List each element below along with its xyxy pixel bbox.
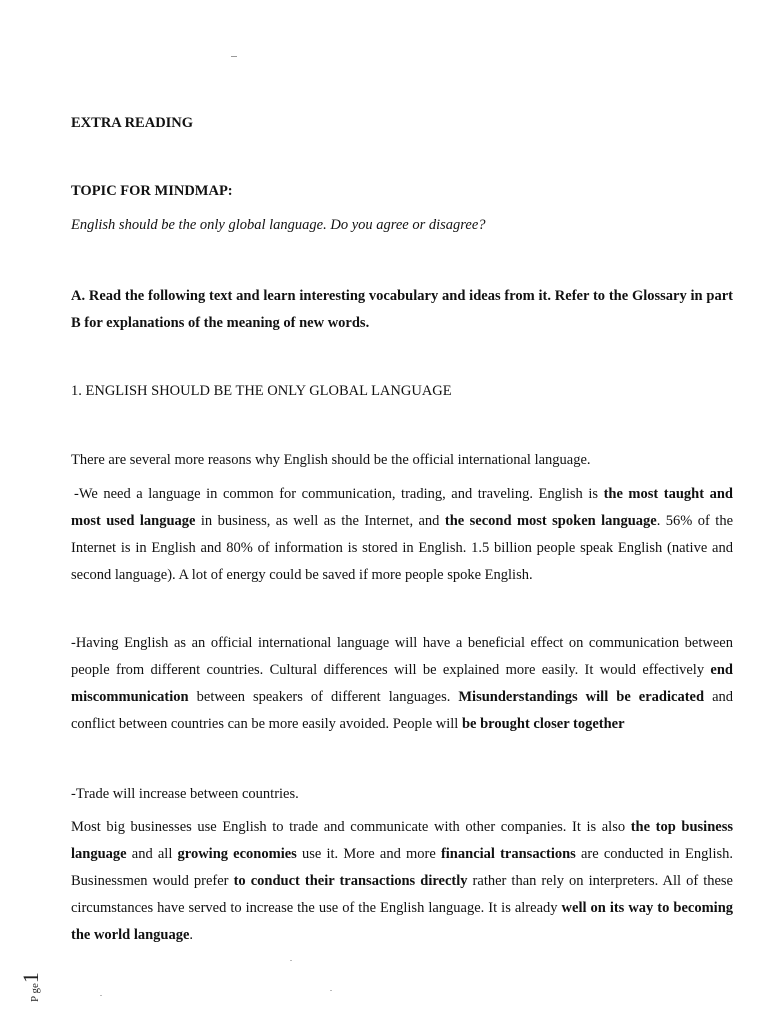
section-title: 1. ENGLISH SHOULD BE THE ONLY GLOBAL LANGUAGE — [71, 383, 452, 399]
paragraph-beneficial-effect — [71, 630, 733, 738]
topic-question: English should be the only global language. Do you agree or disagree? — [71, 217, 486, 233]
bold-phrase: to conduct their transactions directly — [233, 873, 468, 889]
page-number-digit: 1 — [18, 972, 43, 984]
paragraph-business — [71, 814, 733, 949]
scan-speck — [100, 995, 102, 996]
text-segment: in business, as well as the Internet, and — [195, 513, 445, 529]
scan-speck — [330, 990, 332, 991]
text-segment: between speakers of different languages. — [188, 689, 459, 705]
trade-line: -Trade will increase between countries. — [71, 786, 299, 802]
text-segment: are conducted in English. Businessmen would prefer — [71, 846, 733, 889]
text-segment: and conflict between countries can be more easily avoided. People will — [71, 689, 733, 732]
bold-phrase: the top business language — [71, 819, 733, 862]
text-segment: . — [189, 927, 194, 943]
scan-speck — [290, 960, 292, 961]
text-segment: -We need a language in common for communication, trading, and traveling. English is — [74, 486, 604, 502]
topic-label: TOPIC FOR MINDMAP: — [71, 183, 233, 199]
bold-phrase: the most taught and most used language — [71, 486, 733, 529]
scan-mark — [231, 56, 237, 57]
page-number — [18, 958, 62, 1002]
intro-sentence: There are several more reasons why English should be the official international language. — [71, 452, 591, 468]
bold-phrase: Misunderstandings will be eradicated — [458, 689, 705, 705]
page-number-label: P ge — [29, 983, 41, 1002]
instruction-paragraph: A. Read the following text and learn interesting vocabulary and ideas from it. Refer to the Glossary in part B for explanations of the meaning of new words. — [71, 288, 733, 331]
text-segment: -Having English as an official international language will have a beneficial effect on communication between people from different countries. Cultural differences will be explained more easily. It would effectively — [71, 635, 733, 678]
text-segment: . 56% of the Internet is in English and 80% of information is stored in English. 1.5 billion people speak English (native and second language). A lot of energy could be saved if more people spoke English. — [71, 513, 734, 583]
document-heading: EXTRA READING — [71, 115, 194, 131]
text-segment: use it. More and more — [296, 846, 441, 862]
paragraph-communication — [71, 481, 733, 589]
bold-phrase: well on its way to becoming the world language — [71, 900, 734, 943]
bold-phrase: end miscommunication — [71, 662, 733, 705]
text-segment: Most big businesses use English to trade and communicate with other companies. It is also — [71, 819, 631, 835]
bold-phrase: the second most spoken language — [444, 513, 657, 529]
text-segment: rather than rely on interpreters. All of these circumstances have served to increase the use of the English language. It is already — [71, 873, 733, 916]
bold-phrase: be brought closer together — [461, 716, 625, 732]
bold-phrase: financial transactions — [440, 846, 576, 862]
text-segment: and all — [126, 846, 178, 862]
bold-phrase: growing economies — [177, 846, 297, 862]
